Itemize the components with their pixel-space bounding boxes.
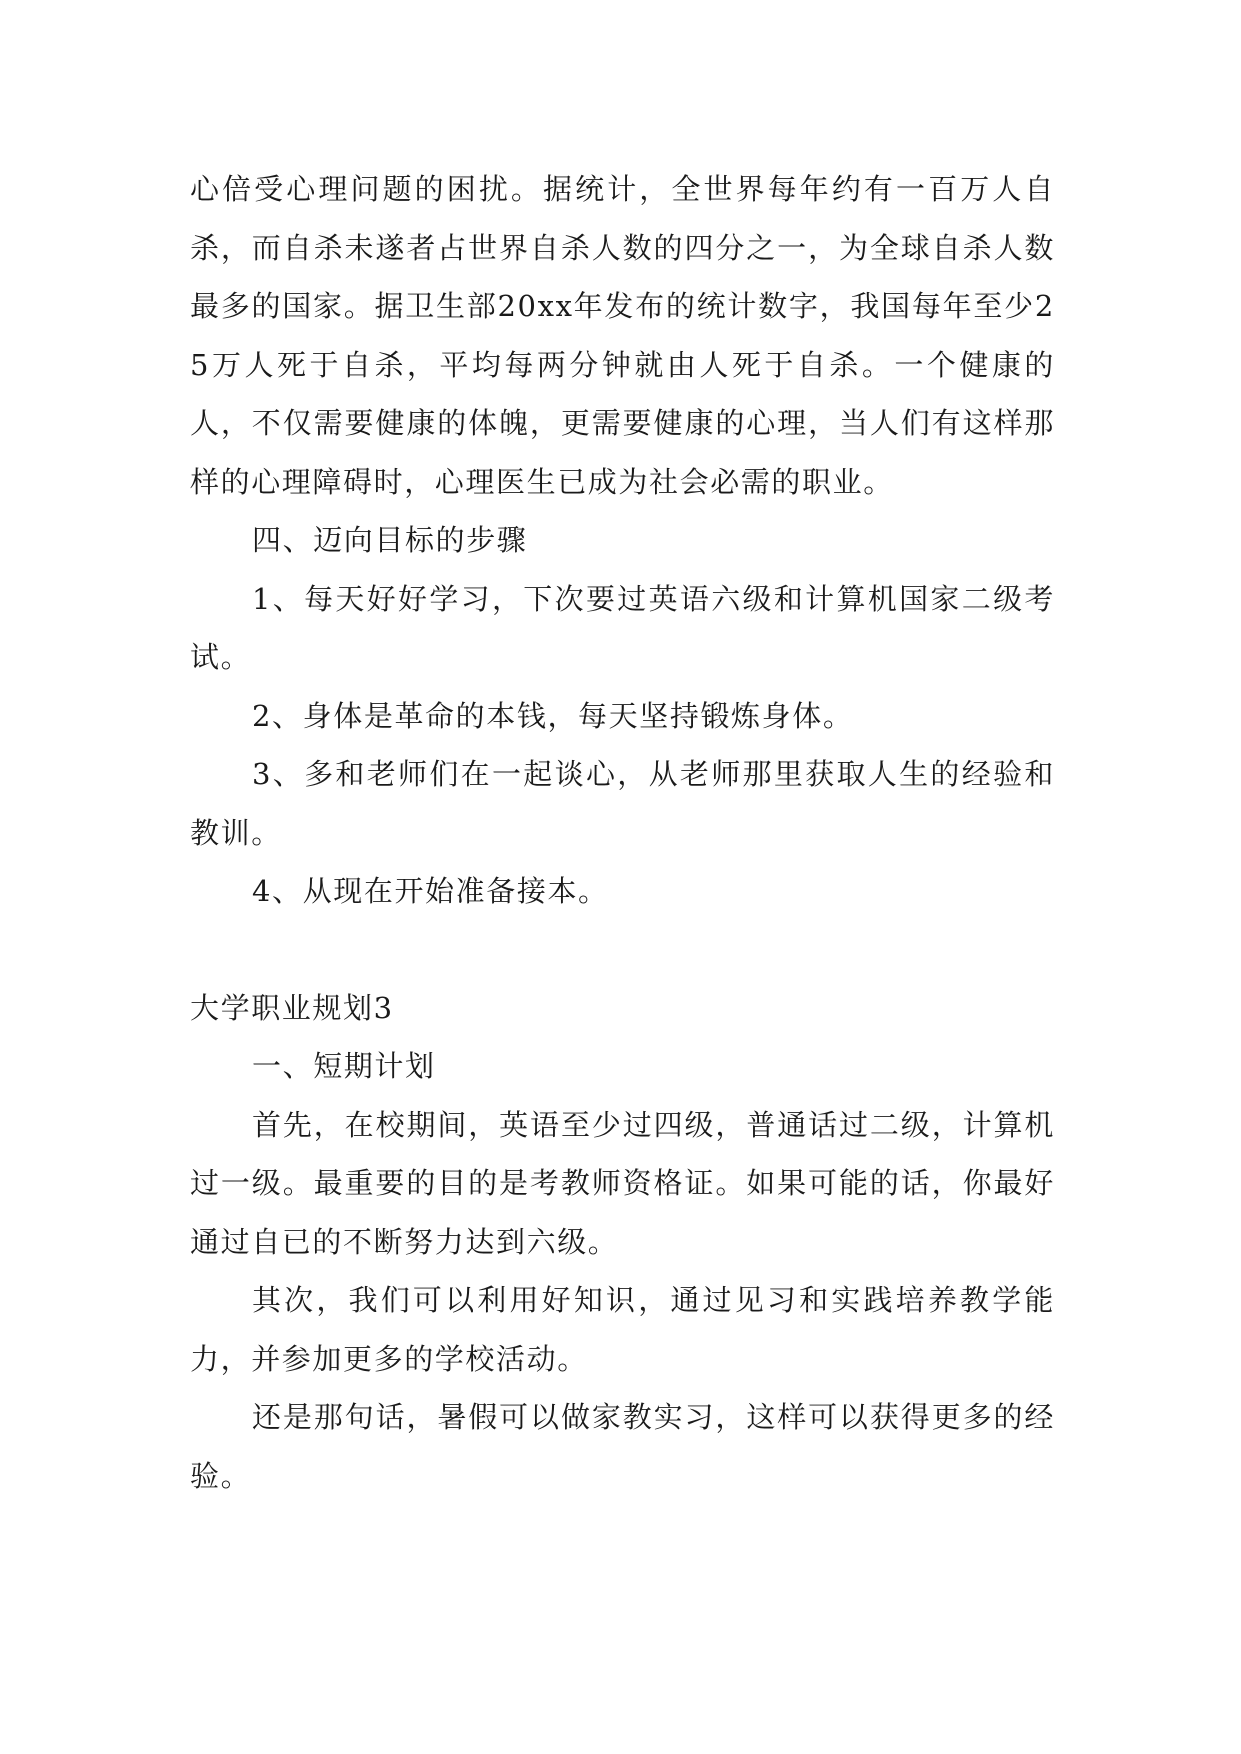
paragraph-third: 还是那句话，暑假可以做家教实习，这样可以获得更多的经验。 bbox=[190, 1400, 1055, 1493]
document-body bbox=[190, 160, 1055, 1505]
step-item-4: 4、从现在开始准备接本。 bbox=[252, 874, 609, 908]
step-item-2: 2、身体是革命的本钱，每天坚持锻炼身体。 bbox=[252, 698, 854, 733]
step-item-3: 3、多和老师们在一起谈心，从老师那里获取人生的经验和教训。 bbox=[190, 757, 1055, 850]
heading-steps: 四、迈向目标的步骤 bbox=[252, 523, 528, 557]
section-title: 大学职业规划3 bbox=[190, 990, 394, 1025]
step-item-1: 1、每天好好学习，下次要过英语六级和计算机国家二级考试。 bbox=[190, 581, 1055, 674]
heading-short-term-plan: 一、短期计划 bbox=[252, 1049, 436, 1083]
paragraph-second: 其次，我们可以利用好知识，通过见习和实践培养教学能力，并参加更多的学校活动。 bbox=[190, 1283, 1055, 1376]
section-spacer bbox=[190, 921, 1055, 979]
paragraph-statistics: 心倍受心理问题的困扰。据统计，全世界每年约有一百万人自杀，而自杀未遂者占世界自杀人数的四分之一，为全球自杀人数最多的国家。据卫生部20xx年发布的统计数字，我国每年至少25万人死于自杀，平均每两分钟就由人死于自杀。一个健康的人，不仅需要健康的体魄，更需要健康的心理，当人们有这样那样的心理障碍时，心理医生已成为社会必需的职业。 bbox=[190, 172, 1055, 499]
paragraph-first: 首先，在校期间，英语至少过四级，普通话过二级，计算机过一级。最重要的目的是考教师资格证。如果可能的话，你最好通过自已的不断努力达到六级。 bbox=[190, 1107, 1055, 1259]
